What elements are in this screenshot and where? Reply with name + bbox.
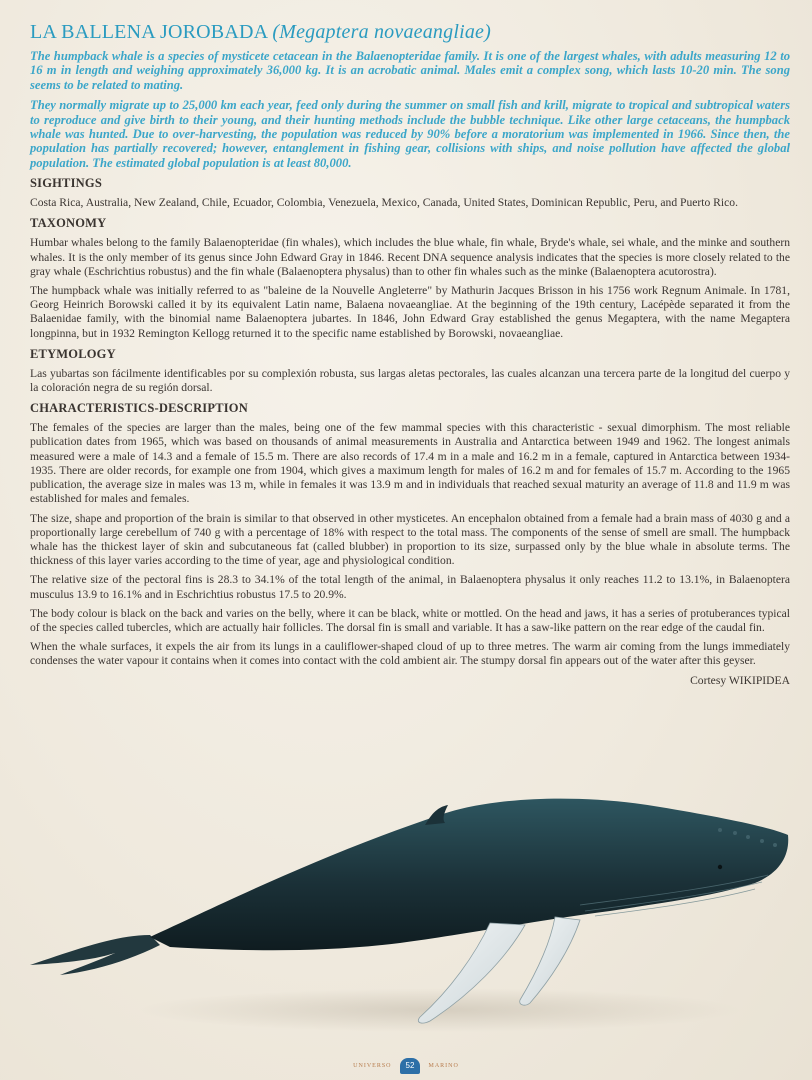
article bbox=[30, 20, 790, 687]
section-heading-characteristics: CHARACTERISTICS-DESCRIPTION bbox=[30, 401, 248, 416]
characteristics-paragraph: The size, shape and proportion of the brain is similar to that observed in other mysticetes. An encephalon obtained from a female had a brain mass of 4030 g and a proportionally large cerebellum of 740 g with a percentage of 18% with respect to the total mass. The components of the sense of smell are small. The humpback whale has the thickest layer of skin and subcutaneous fat (called blubber) in proportion to its size, surpassed only by the blue whale in absolute terms. The thickness of this layer varies according to the time of year, age and physiological condition. bbox=[30, 511, 790, 568]
title-main: LA BALLENA JOROBADA bbox=[30, 21, 268, 43]
page-footer bbox=[0, 1058, 812, 1080]
title-scientific-name: (Megaptera novaeangliae) bbox=[272, 21, 491, 43]
image-credit: Cortesy WIKIPIDEA bbox=[690, 673, 790, 687]
footer-brand-left: UNIVERSO bbox=[353, 1063, 392, 1069]
whale-icon bbox=[20, 785, 795, 1035]
characteristics-paragraph: The females of the species are larger than the males, being one of the few mammal species with this characteristic - sexual dimorphism. The most reliable publication dates from 1965, which was based on thousands of animal measurements in Australia and Antarctica between 1949 and 1962. The longest animals measured were a male of 14.3 and a female of 15.5 m. There are also records of 17.4 m in a male and 16.2 m in a female, captured in Antarctica between 1934-1935. There are older records, for example one from 1904, which gives a maximum length for males of 16.2 m and for females of 15.7 m. According to the 1965 publication, the average size in males was 13 m, while in females it was 13.9 m and in individuals that reached sexual maturity an average of 11.8 and 11.9 m was established for males and females. bbox=[30, 421, 790, 506]
section-heading-etymology: ETYMOLOGY bbox=[30, 346, 116, 361]
section-heading-sightings: SIGHTINGS bbox=[30, 176, 102, 191]
taxonomy-paragraph: Humbar whales belong to the family Balaenopteridae (fin whales), which includes the blue whale, fin whale, Bryde's whale, sei whale, and the minke and southern whales. It is the only member of its genus since John Edward Gray in 1846. Recent DNA sequence analysis indicates that the species is more closely related to the gray whale (Eschrichtius robustus) and the fin whale (Balaenoptera physalus) than to other fin whales such as the minke (Balaenoptera acutorostra). bbox=[30, 236, 790, 278]
humpback-whale-illustration bbox=[20, 785, 795, 1035]
characteristics-paragraph: The body colour is black on the back and varies on the belly, where it can be black, white or mottled. On the head and jaws, it has a series of protuberances typical of the species called tubercles, which are actually hair follicles. The dorsal fin is small and variable. It has a saw-like pattern on the rear edge of the caudal fin. bbox=[30, 606, 790, 634]
intro-paragraph: The humpback whale is a species of mysticete cetacean in the Balaenopteridae family. It is one of the largest whales, with adults measuring 12 to 16 m in length and weighing approximately 36,000 kg. It is an acrobatic animal. Males emit a complex song, which lasts 10-20 min. The song seems to be related to mating. bbox=[30, 49, 790, 92]
characteristics-paragraph: The relative size of the pectoral fins is 28.3 to 34.1% of the total length of the animal, in Balaenoptera physalus it only reaches 11.2 to 13.1%, in Balaenoptera musculus 13.9 to 16.1% and in Eschrichtius robustus 17.5 to 20.9%. bbox=[30, 573, 790, 601]
footer-brand-right: MARINO bbox=[428, 1063, 459, 1069]
intro-paragraph: They normally migrate up to 25,000 km each year, feed only during the summer on small fish and krill, migrate to tropical and subtropical waters to reproduce and give birth to their young, and their hunting methods include the bubble technique. Like other large cetaceans, the humpback whale was hunted. Due to over-harvesting, the population was reduced by 90% before a moratorium was implemented in 1966. Since then, the population has partially recovered; however, entanglement in fishing gear, collisions with ships, and noise pollution have affected the global population. The estimated global population is at least 80,000. bbox=[30, 98, 790, 170]
taxonomy-paragraph: The humpback whale was initially referred to as "baleine de la Nouvelle Angleterre" by Mathurin Jacques Brisson in his 1756 work Regnum Animale. In 1781, Georg Heinrich Borowski called it by its equivalent Latin name, Balaena novaeangliae. At the beginning of the 19th century, Lacépède separated it from the Balaenidae family, with the binomial name Balaenoptera jubartes. In 1846, John Edward Gray established the genus Megaptera, with the name Megaptera longpinna, but in 1932 Remington Kellogg returned it to the specific name established by Borowski, novaeangliae. bbox=[30, 284, 790, 340]
etymology-paragraph: Las yubartas son fácilmente identificables por su complexión robusta, sus largas aletas pectorales, las cuales alcanzan una tercera parte de la longitud del cuerpo y la coloración negra de su región dorsal. bbox=[30, 366, 790, 395]
sightings-paragraph: Costa Rica, Australia, New Zealand, Chile, Ecuador, Colombia, Venezuela, Mexico, Canada, United States, Dominican Republic, Peru, and Puerto Rico. bbox=[30, 196, 738, 210]
section-heading-taxonomy: TAXONOMY bbox=[30, 216, 107, 231]
page-number: 52 bbox=[400, 1058, 420, 1074]
characteristics-paragraph: When the whale surfaces, it expels the air from its lungs in a cauliflower-shaped cloud of up to three metres. The warm air coming from the lungs immediately condenses the water vapour it contains when it comes into contact with the cold ambient air. The stumpy dorsal fin appears out of the water after this geyser. bbox=[30, 640, 790, 668]
page-title bbox=[30, 20, 790, 44]
